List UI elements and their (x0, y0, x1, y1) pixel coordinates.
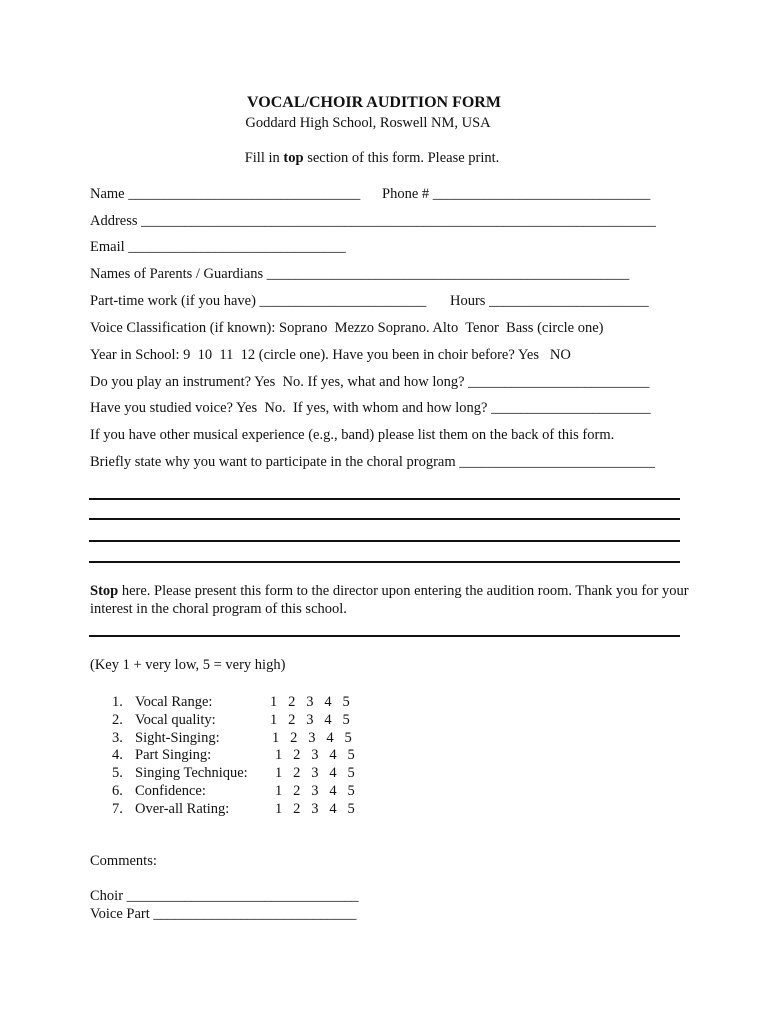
voice-part-field[interactable]: Voice Part ____________________________ (90, 906, 357, 922)
instruction-bold: top (283, 150, 304, 166)
instruction-pre: Fill in (244, 150, 284, 166)
rating-label: Vocal quality: (135, 712, 216, 728)
rating-label: Over-all Rating: (135, 801, 230, 817)
stop-text: here. Please present this form to the director upon entering the audition room. Thank you for your interest in the choral program of this school. (90, 583, 689, 617)
rating-label: Vocal Range: (135, 694, 213, 710)
stop-notice (90, 582, 690, 618)
rating-key: (Key 1 + very low, 5 = very high) (90, 657, 286, 673)
rating-number: 2. (112, 712, 123, 728)
rating-label: Sight-Singing: (135, 730, 220, 746)
rating-number: 7. (112, 801, 123, 817)
instruction-line (0, 150, 744, 167)
instrument-question[interactable]: Do you play an instrument? Yes No. If yes, what and how long? _________________________ (90, 374, 650, 390)
rating-scale[interactable]: 1 2 3 4 5 (272, 730, 352, 746)
rating-label: Part Singing: (135, 747, 212, 763)
choir-field[interactable]: Choir ________________________________ (90, 888, 359, 904)
rating-scale[interactable]: 1 2 3 4 5 (275, 801, 355, 817)
rating-scale[interactable]: 1 2 3 4 5 (270, 712, 350, 728)
section-divider (89, 635, 680, 637)
answer-line-3[interactable] (89, 540, 680, 542)
why-participate-field[interactable]: Briefly state why you want to participate in the choral program ___________________________ (90, 454, 655, 470)
name-field[interactable]: Name ________________________________ (90, 186, 361, 202)
rating-label: Confidence: (135, 783, 206, 799)
rating-number: 5. (112, 765, 123, 781)
school-subtitle: Goddard High School, Roswell NM, USA (245, 115, 491, 131)
parents-field[interactable]: Names of Parents / Guardians __________________________________________________ (90, 266, 630, 282)
parttime-field[interactable]: Part-time work (if you have) _______________________ (90, 293, 427, 309)
phone-field[interactable]: Phone # ______________________________ (382, 186, 651, 202)
answer-line-1[interactable] (89, 498, 680, 500)
email-field[interactable]: Email ______________________________ (90, 239, 346, 255)
rating-scale[interactable]: 1 2 3 4 5 (275, 783, 355, 799)
rating-number: 6. (112, 783, 123, 799)
instruction-post: section of this form. Please print. (303, 150, 500, 166)
studied-voice-question[interactable]: Have you studied voice? Yes No. If yes, with whom and how long? ______________________ (90, 400, 651, 416)
answer-line-4[interactable] (89, 561, 680, 563)
address-field[interactable]: Address _______________________________________________________________________ (90, 213, 656, 229)
rating-scale[interactable]: 1 2 3 4 5 (275, 747, 355, 763)
rating-number: 3. (112, 730, 123, 746)
rating-number: 4. (112, 747, 123, 763)
rating-scale[interactable]: 1 2 3 4 5 (270, 694, 350, 710)
rating-scale[interactable]: 1 2 3 4 5 (275, 765, 355, 781)
voice-classification[interactable]: Voice Classification (if known): Soprano Mezzo Soprano. Alto Tenor Bass (circle one) (90, 320, 604, 336)
rating-number: 1. (112, 694, 123, 710)
hours-field[interactable]: Hours ______________________ (450, 293, 649, 309)
rating-label: Singing Technique: (135, 765, 248, 781)
answer-line-2[interactable] (89, 518, 680, 520)
stop-bold: Stop (90, 583, 119, 599)
year-in-school[interactable]: Year in School: 9 10 11 12 (circle one). Have you been in choir before? Yes NO (90, 347, 571, 363)
other-experience-note: If you have other musical experience (e.g., band) please list them on the back of this form. (90, 427, 615, 443)
comments-label: Comments: (90, 853, 157, 869)
form-title: VOCAL/CHOIR AUDITION FORM (247, 94, 501, 111)
